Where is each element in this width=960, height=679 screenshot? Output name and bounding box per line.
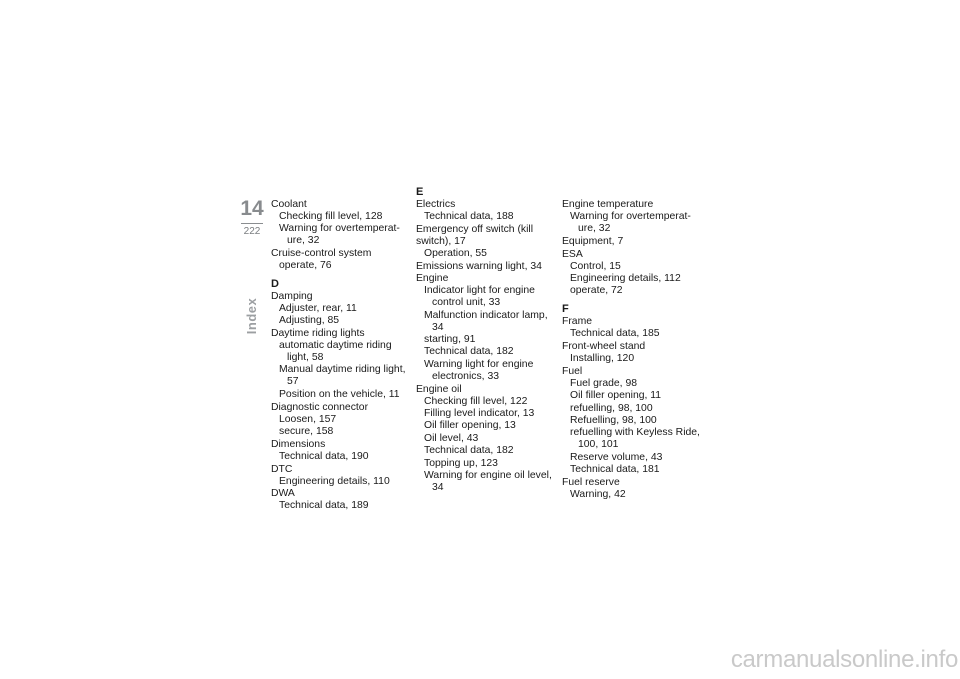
index-term: Diagnostic connector xyxy=(271,401,369,413)
index-subentry: Technical data, 188 xyxy=(424,210,514,222)
index-subentry: Reserve volume, 43 xyxy=(570,451,663,463)
index-subentry: Technical data, 185 xyxy=(570,328,660,340)
index-entry xyxy=(562,249,702,298)
index-subentry: Oil filler opening, 11 xyxy=(570,390,662,402)
index-term: ESA xyxy=(562,248,583,260)
index-term: Coolant xyxy=(271,199,307,210)
index-subentry: Technical data, 182 xyxy=(424,445,514,457)
index-subentries xyxy=(271,303,411,327)
index-term: Emissions warning light, 34 xyxy=(416,260,542,272)
index-subentry: Engineering details, 112 xyxy=(570,272,681,284)
index-entry xyxy=(271,464,411,488)
index-subentries xyxy=(271,451,411,463)
index-term: Equipment, 7 xyxy=(562,235,624,247)
index-subentry: Adjuster, rear, 11 xyxy=(279,302,357,314)
index-subentries xyxy=(271,500,411,512)
index-subentries xyxy=(271,211,411,247)
index-letter-heading: D xyxy=(271,277,279,290)
index-entry xyxy=(271,402,411,438)
index-subentry: Adjusting, 85 xyxy=(279,315,340,327)
index-entry xyxy=(562,236,702,248)
index-subentries xyxy=(271,260,411,272)
index-subentries xyxy=(562,261,702,298)
index-subentry: Fuel grade, 98 xyxy=(570,377,638,389)
index-subentry: automatic daytime riding light, 58 xyxy=(279,340,392,363)
index-subentries xyxy=(416,211,556,223)
index-subentry: Warning, 42 xyxy=(570,488,626,500)
index-term: Engine oil xyxy=(416,383,462,395)
index-subentries xyxy=(562,353,702,365)
watermark: carmanualsonline.info xyxy=(730,646,958,673)
index-entry xyxy=(271,248,411,272)
index-entry xyxy=(271,328,411,400)
index-entry xyxy=(271,291,411,327)
index-term: Emergency off switch (kill switch), 17 xyxy=(416,223,534,247)
index-entry xyxy=(271,199,411,247)
index-subentry: Warning for overtemperat-ure, 32 xyxy=(570,210,691,234)
index-subentry: Loosen, 157 xyxy=(279,413,337,425)
index-subentry: Technical data, 190 xyxy=(279,450,369,462)
index-subentry: starting, 91 xyxy=(424,333,476,345)
index-subentry: Checking fill level, 122 xyxy=(424,395,528,407)
index-term: DTC xyxy=(271,463,293,475)
chapter-number: 14 xyxy=(240,197,264,220)
index-subentries xyxy=(271,340,411,401)
index-subentries xyxy=(416,248,556,260)
index-subentry: Technical data, 189 xyxy=(279,500,369,512)
index-subentries xyxy=(562,378,702,476)
index-subentries xyxy=(271,414,411,438)
index-subentry: Indicator light for engine control unit, 33 xyxy=(424,285,535,309)
index-subentries xyxy=(416,285,556,382)
index-subentry: Topping up, 123 xyxy=(424,457,498,469)
index-term: Cruise-control system xyxy=(271,248,372,260)
index-subentry: secure, 158 xyxy=(279,425,334,437)
index-subentry: Filling level indicator, 13 xyxy=(424,407,535,419)
index-subentry: Control, 15 xyxy=(570,260,621,272)
index-term: Engine temperature xyxy=(562,199,654,210)
section-label: Index xyxy=(244,297,260,335)
index-term: Dimensions xyxy=(271,438,326,450)
index-subentry: Warning for overtemperat-ure, 32 xyxy=(279,223,400,247)
index-subentry: Engineering details, 110 xyxy=(279,475,390,487)
index-subentry: operate, 72 xyxy=(570,285,623,297)
index-column-3 xyxy=(562,199,702,502)
index-subentry: Malfunction indicator lamp, 34 xyxy=(424,309,548,333)
index-subentry: Technical data, 181 xyxy=(570,464,660,476)
index-subentry: Warning for engine oil level, 34 xyxy=(424,469,552,493)
index-entry xyxy=(416,273,556,382)
index-entry xyxy=(416,384,556,494)
index-entry xyxy=(562,199,702,235)
index-entry xyxy=(562,477,702,501)
index-subentries xyxy=(562,211,702,235)
index-subentry: Operation, 55 xyxy=(424,247,487,259)
index-column-1 xyxy=(271,199,411,513)
index-subentries xyxy=(562,328,702,340)
index-subentries xyxy=(416,396,556,494)
index-subentry: Checking fill level, 128 xyxy=(279,210,383,222)
index-entry xyxy=(562,316,702,340)
index-term: Front-wheel stand xyxy=(562,341,646,353)
index-term: Electrics xyxy=(416,199,456,210)
index-entry xyxy=(271,439,411,463)
page-number: 222 xyxy=(243,226,261,237)
index-term: Daytime riding lights xyxy=(271,328,365,340)
index-subentry: Warning light for engine electronics, 33 xyxy=(424,358,534,382)
index-entry xyxy=(271,488,411,512)
index-term: DWA xyxy=(271,488,295,500)
chapter-divider xyxy=(241,223,263,224)
index-entry xyxy=(416,199,556,223)
index-term: Engine xyxy=(416,273,449,285)
index-entry xyxy=(562,341,702,365)
index-subentry: Technical data, 182 xyxy=(424,346,514,358)
index-subentry: Position on the vehicle, 11 xyxy=(279,388,400,400)
index-term: Fuel xyxy=(562,365,583,377)
index-letter-heading: E xyxy=(416,186,424,198)
index-subentry: Refuelling, 98, 100 xyxy=(570,415,657,426)
index-term: Damping xyxy=(271,290,313,302)
index-subentry: operate, 76 xyxy=(279,260,332,272)
index-subentry: Installing, 120 xyxy=(570,352,635,364)
index-subentry: refuelling, 98, 100 xyxy=(570,402,653,414)
index-subentry: Manual daytime riding light, 57 xyxy=(279,364,406,388)
index-subentries xyxy=(562,489,702,501)
index-column-2 xyxy=(416,186,556,495)
index-subentry: Oil level, 43 xyxy=(424,432,479,444)
index-subentries xyxy=(271,476,411,488)
index-entry xyxy=(416,261,556,273)
index-letter-heading: F xyxy=(562,303,569,316)
index-entry xyxy=(562,366,702,476)
index-entry xyxy=(416,224,556,260)
index-subentry: refuelling with Keyless Ride, 100, 101 xyxy=(570,427,700,451)
index-subentry: Oil filler opening, 13 xyxy=(424,420,516,432)
index-term: Fuel reserve xyxy=(562,477,620,489)
index-term: Frame xyxy=(562,316,593,328)
